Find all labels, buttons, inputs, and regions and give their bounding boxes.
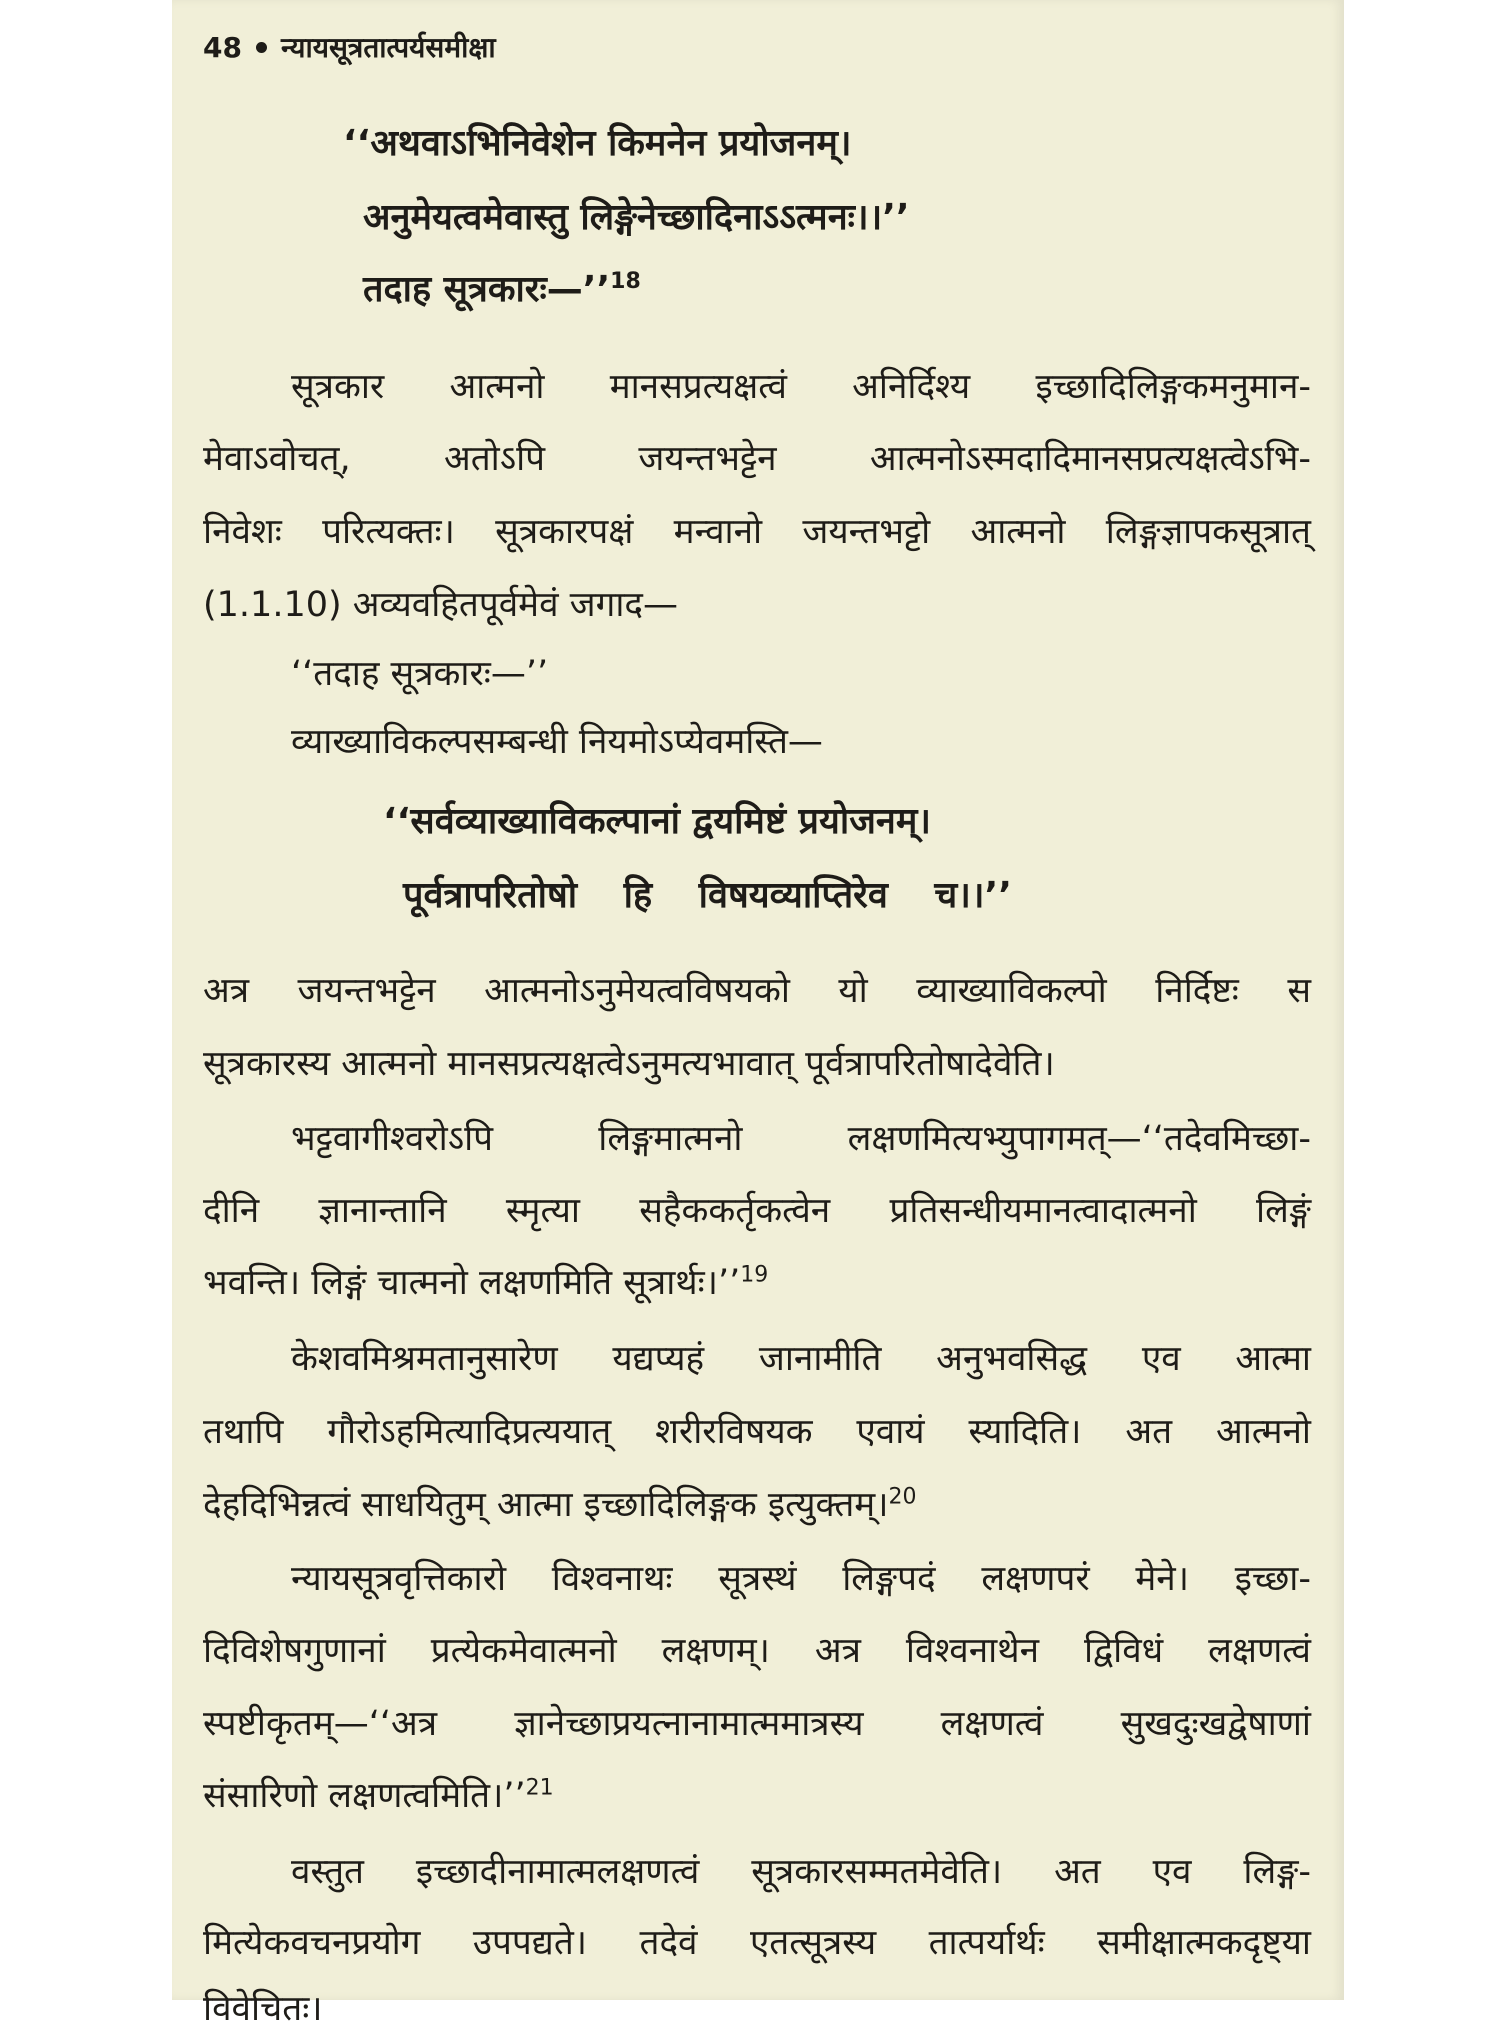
footnote-marker-21: 21 bbox=[525, 1775, 554, 1801]
para1-line1: सूत्रकार आत्मनो मानसप्रत्यक्षत्वं अनिर्दिश्य इच्छादिलिङ्गकमनुमान- bbox=[291, 367, 1311, 407]
para3-line3-text: भवन्ति। लिङ्गं चात्मनो लक्षणमिति सूत्रार्थः।’’ bbox=[203, 1263, 741, 1303]
para6-line2: मित्येकवचनप्रयोग उपपद्यते। तदेवं एतत्सूत्रस्य तात्पर्यार्थः समीक्षात्मकदृष्ट्या bbox=[203, 1923, 1311, 1963]
para2-line2: सूत्रकारस्य आत्मनो मानसप्रत्यक्षत्वेऽनुमत्यभावात् पूर्वत्रापरितोषादेवेति। bbox=[203, 1044, 1055, 1084]
verse2-line1: ‘‘सर्वव्याख्याविकल्पानां द्वयमिष्टं प्रयोजनम्। bbox=[383, 801, 932, 842]
para5-line4 bbox=[203, 1767, 554, 1826]
niyama-line: व्याख्याविकल्पसम्बन्धी नियमोऽप्येवमस्ति— bbox=[291, 722, 823, 762]
para3-line1: भट्टवागीश्वरोऽपि लिङ्गमात्मनो लक्षणमित्यभ्युपागमत्—‘‘तदेवमिच्छा- bbox=[291, 1119, 1311, 1159]
para6-line1: वस्तुत इच्छादीनामात्मलक्षणत्वं सूत्रकारसम्मतमेवेति। अत एव लिङ्ग- bbox=[291, 1852, 1311, 1892]
para2-line1: अत्र जयन्तभट्टेन आत्मनोऽनुमेयत्वविषयको यो व्याख्याविकल्पो निर्दिष्टः स bbox=[203, 971, 1311, 1011]
verse1-line1: ‘‘अथवाऽभिनिवेशेन किमनेन प्रयोजनम्। bbox=[343, 123, 852, 164]
verse1-line3 bbox=[363, 258, 641, 322]
quote-tadaha: ‘‘तदाह सूत्रकारः—’’ bbox=[291, 654, 549, 694]
para5-line1: न्यायसूत्रवृत्तिकारो विश्वनाथः सूत्रस्थं लिङ्गपदं लक्षणपरं मेने। इच्छा- bbox=[291, 1559, 1311, 1599]
para1-line4: (1.1.10) अव्यवहितपूर्वमेवं जगाद— bbox=[203, 585, 679, 625]
footnote-marker-18: 18 bbox=[610, 269, 641, 294]
bullet-icon bbox=[256, 42, 267, 53]
para4-line1: केशवमिश्रमतानुसारेण यद्यप्यहं जानामीति अनुभवसिद्ध एव आत्मा bbox=[291, 1339, 1311, 1379]
book-page bbox=[172, 0, 1344, 2029]
para5-line3: स्पष्टीकृतम्—‘‘अत्र ज्ञानेच्छाप्रयत्नानामात्ममात्रस्य लक्षणत्वं सुखदुःखद्वेषाणां bbox=[203, 1704, 1311, 1744]
para3-line2: दीनि ज्ञानान्तानि स्मृत्या सहैककर्तृकत्वेन प्रतिसन्धीयमानत्वादात्मनो लिङ्गं bbox=[203, 1191, 1311, 1231]
para5-line4-text: संसारिणो लक्षणत्वमिति।’’ bbox=[203, 1776, 526, 1816]
para4-line3 bbox=[203, 1476, 916, 1535]
footnote-marker-19: 19 bbox=[740, 1262, 769, 1288]
running-header bbox=[203, 28, 496, 68]
verse2-line2: पूर्वत्रापरितोषो हि विषयव्याप्तिरेव च।।’’ bbox=[403, 875, 1012, 916]
para3-line3 bbox=[203, 1254, 768, 1313]
para1-line2: मेवाऽवोचत्, अतोऽपि जयन्तभट्टेन आत्मनोऽस्मदादिमानसप्रत्यक्षत्वेऽभि- bbox=[203, 439, 1311, 479]
verse1-line2: अनुमेयत्वमेवास्तु लिङ्गेनेच्छादिनाऽऽत्मनः।।’’ bbox=[363, 197, 910, 238]
verse1-line3-text: तदाह सूत्रकारः—’’ bbox=[363, 269, 611, 310]
para6-line3: विवेचितः। bbox=[203, 1989, 323, 2029]
footnote-marker-20: 20 bbox=[888, 1484, 917, 1510]
page-number: 48 bbox=[203, 31, 242, 64]
para4-line3-text: देहदिभिन्नत्वं साधयितुम् आत्मा इच्छादिलिङ्गक इत्युक्तम्। bbox=[203, 1485, 889, 1525]
para4-line2: तथापि गौरोऽहमित्यादिप्रत्ययात् शरीरविषयक एवायं स्यादिति। अत आत्मनो bbox=[203, 1412, 1311, 1452]
para5-line2: दिविशेषगुणानां प्रत्येकमेवात्मनो लक्षणम्। अत्र विश्वनाथेन द्विविधं लक्षणत्वं bbox=[203, 1631, 1311, 1671]
para1-line3: निवेशः परित्यक्तः। सूत्रकारपक्षं मन्वानो जयन्तभट्टो आत्मनो लिङ्गज्ञापकसूत्रात् bbox=[203, 512, 1311, 552]
running-title: न्यायसूत्रतात्पर्यसमीक्षा bbox=[280, 31, 496, 64]
